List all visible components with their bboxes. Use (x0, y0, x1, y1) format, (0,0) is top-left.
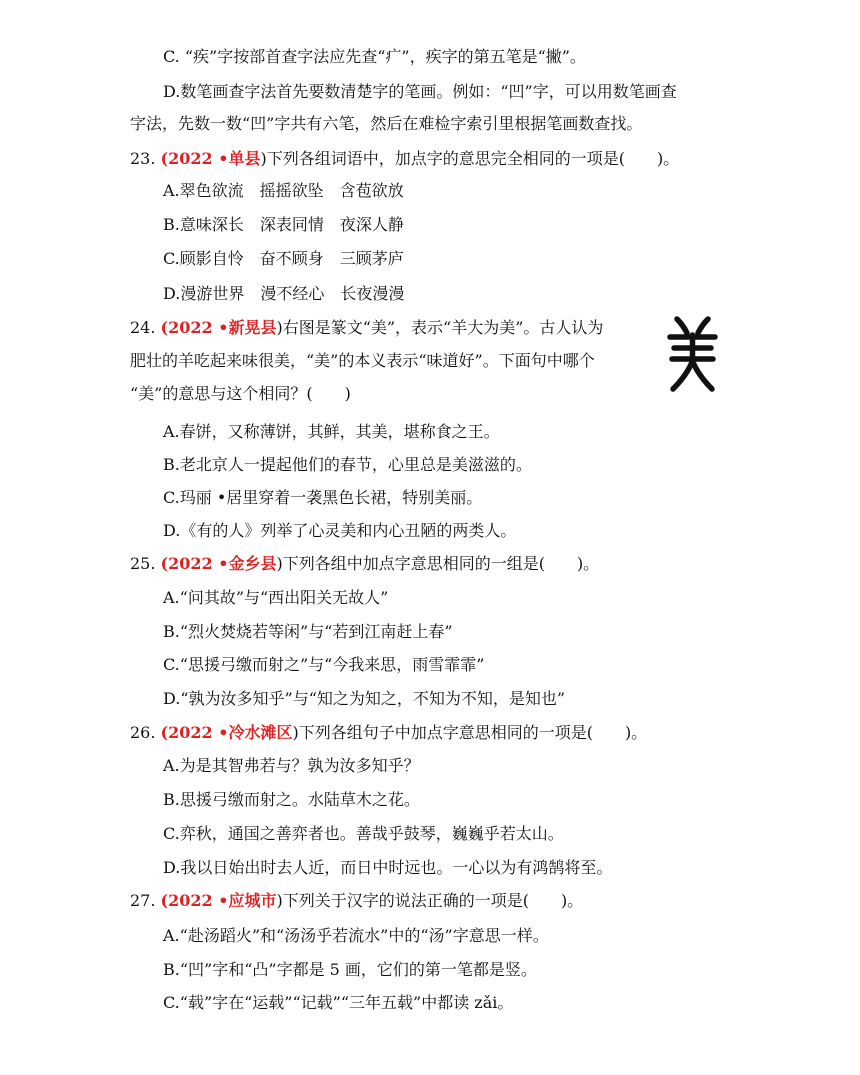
q23-option-c: C.顾影自怜 奋不顾身 三顾茅庐 (163, 249, 404, 268)
question-number: 24. (130, 318, 156, 337)
q26-option-d: D.我以日始出时去人近，而日中时远也。一心以为有鸿鹄将至。 (163, 858, 613, 877)
question-27-stem (130, 890, 583, 912)
q27-option-a: A.“赴汤蹈火”和“汤汤乎若流水”中的“汤”字意思一样。 (163, 926, 549, 945)
q24-option-b: B.老北京人一提起他们的春节，心里总是美滋滋的。 (163, 455, 532, 474)
q24-option-a: A.春饼，又称薄饼，其鲜，其美，堪称食之王。 (163, 422, 500, 441)
question-text: )下列关于汉字的说法正确的一项是( )。 (276, 891, 584, 910)
question-number: 23. (130, 149, 156, 168)
q24-option-d: D.《有的人》列举了心灵美和内心丑陋的两类人。 (163, 521, 517, 540)
question-text: )下列各组中加点字意思相同的一组是( )。 (276, 554, 600, 573)
question-26-stem (130, 722, 647, 744)
q25-option-a: A.“问其故”与“西出阳关无故人” (163, 588, 389, 607)
option-d-prev-cont: 字法，先数一数“凹”字共有六笔，然后在难检字索引里根据笔画数查找。 (130, 114, 643, 133)
option-d-prev: D.数笔画查字法首先要数清楚字的笔画。例如：“凹”字，可以用数笔画查 (163, 82, 677, 101)
q25-option-d: D.“孰为汝多知乎”与“知之为知之，不知为不知，是知也” (163, 689, 566, 708)
q23-option-a: A.翠色欲流 摇摇欲坠 含苞欲放 (163, 181, 404, 200)
q25-option-c: C.“思援弓缴而射之”与“今我来思，雨雪霏霏” (163, 655, 485, 674)
question-number: 26. (130, 723, 156, 742)
q26-option-a: A.为是其智弗若与？孰为汝多知乎？ (163, 756, 420, 775)
option-c-prev: C. “疾”字按部首查字法应先查“疒”，疾字的第五笔是“撇”。 (163, 47, 586, 66)
question-source: (2022 •应城市 (160, 891, 277, 910)
q23-option-d: D.漫游世界 漫不经心 长夜漫漫 (163, 284, 405, 303)
question-25-stem (130, 553, 599, 575)
q26-option-c: C.弈秋，通国之善弈者也。善哉乎鼓琴，巍巍乎若太山。 (163, 824, 564, 843)
seal-script-mei-image (665, 313, 720, 395)
question-source: (2022 •单县 (160, 149, 261, 168)
q27-option-c: C.“载”字在“运载”“记载”“三年五载”中都读 zǎi。 (163, 993, 514, 1012)
q26-option-b: B.思援弓缴而射之。水陆草木之花。 (163, 790, 420, 809)
question-source: (2022 •新晃县 (160, 318, 277, 337)
q27-option-b: B.“凹”字和“凸”字都是 5 画，它们的第一笔都是竖。 (163, 960, 537, 979)
question-24-stem-cont2: “美”的意思与这个相同？( ) (130, 384, 351, 403)
question-24-stem-cont1: 肥壮的羊吃起来味很美，“美”的本义表示“味道好”。下面句中哪个 (130, 351, 595, 370)
q23-option-b: B.意味深长 深表同情 夜深人静 (163, 215, 404, 234)
question-24-stem (130, 317, 603, 339)
question-text: )右图是篆文“美”，表示“羊大为美”。古人认为 (276, 318, 604, 337)
question-number: 25. (130, 554, 156, 573)
q25-option-b: B.“烈火焚烧若等闲”与“若到江南赶上春” (163, 622, 453, 641)
q24-option-c: C.玛丽 •居里穿着一袭黑色长裙，特别美丽。 (163, 488, 483, 507)
question-source: (2022 •金乡县 (160, 554, 277, 573)
question-text: )下列各组句子中加点字意思相同的一项是( )。 (292, 723, 648, 742)
question-number: 27. (130, 891, 156, 910)
question-text: )下列各组词语中，加点字的意思完全相同的一项是( )。 (260, 149, 680, 168)
question-23-stem (130, 148, 679, 170)
question-source: (2022 •冷水滩区 (160, 723, 293, 742)
